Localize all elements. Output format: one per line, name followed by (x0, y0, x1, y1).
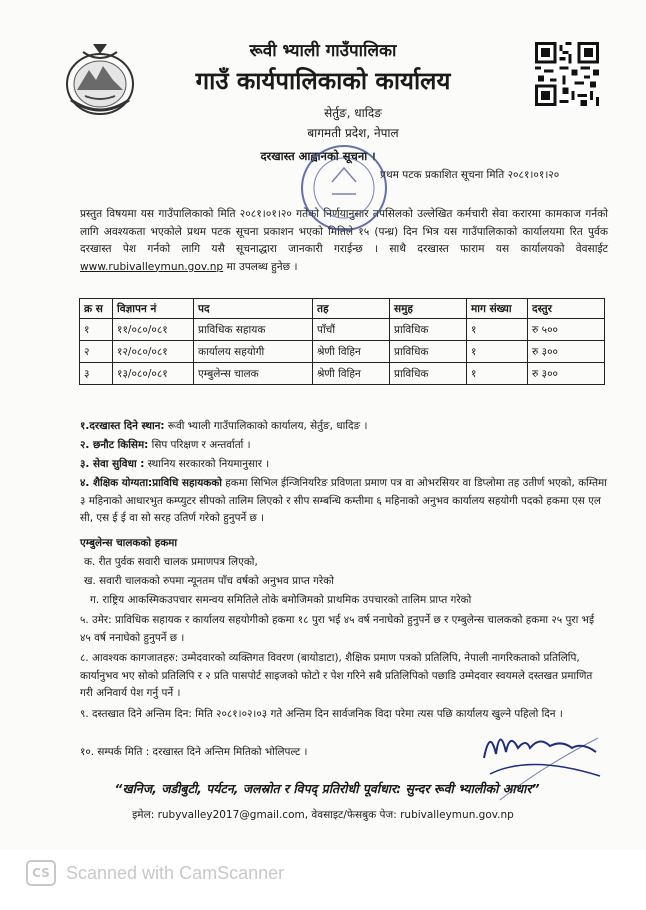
first-publish-date: प्रथम पटक प्रकाशित सूचना मिति २०८१।०१।२० (380, 169, 560, 181)
cell: प्राविधिक सहायक (194, 319, 313, 341)
item-label: ४. शैक्षिक योग्यता:प्राविधि सहायकको (80, 477, 222, 489)
address-line-1: सेर्तुङ, धादिङ (324, 106, 382, 120)
cell: पाँचौं (313, 319, 390, 341)
item-selection (80, 437, 608, 455)
address-line-2: बागमती प्रदेश, नेपाल (307, 126, 399, 140)
cell: श्रेणी विहिन (313, 363, 390, 385)
item-text: स्थानिय सरकारको नियमानुसार । (144, 458, 270, 470)
ambulance-driver-heading: एम्बुलेन्स चालकको हकमा (80, 537, 178, 549)
col-level: तह (313, 299, 390, 319)
col-fee: दस्तुर (528, 299, 605, 319)
cell: रु ३०० (528, 363, 605, 385)
table-row (80, 319, 605, 341)
cell: २ (80, 341, 113, 363)
item-facility (80, 456, 608, 474)
cell: १ (467, 341, 528, 363)
cell: प्राविधिक (390, 319, 467, 341)
municipality-name: रूवी भ्याली गाउँपालिका (249, 41, 397, 61)
cell: ३ (80, 363, 113, 385)
item-contact-date: १०. सम्पर्क मिति : दरखास्त दिने अन्तिम मितिको भोलिपल्ट । (80, 746, 308, 758)
scanner-watermark (26, 860, 284, 886)
cell: ११/०८०/०८१ (113, 319, 194, 341)
item-label: ३. सेवा सुविधा : (80, 458, 145, 470)
footer-slogan: “खनिज, जडीबुटी, पर्यटन, जलस्रोत र विपद् प्रतिरोधी पूर्वाधार: सुन्दर रूवी भ्यालीको आधार” (114, 781, 540, 796)
intro-text: प्रस्तुत विषयमा यस गाउँपालिकाको मिति २०८१।०१।२० गतेको निर्णयानुसार तपसिलको उल्लेखित कर्मचारी सेवा करारमा कामकाज गर्नको लागि अवश्यकता भएकोले प्रथम पटक सूचना प्रकाशन भएको मितिले १५ (पन्ध्र) दिन भित्र यस गाउँपालिकाको कार्यालयमा रित पुर्वक दरखास्त पेश गर्नको लागि यसै सूचनाद्धारा जानकारी गराईन्छ । साथै दरखास्त फाराम यस कार्यालयको वेवसाईट (80, 208, 608, 255)
item-text: रूवी भ्याली गाउँपालिकाको कार्यालय, सेर्तुङ, धादिङ । (164, 420, 368, 432)
cell: १२/०८०/०८१ (113, 341, 194, 363)
col-sn: क्र स (80, 299, 113, 319)
cell: १ (467, 363, 528, 385)
cell: १ (80, 319, 113, 341)
cell: श्रेणी विहिन (313, 341, 390, 363)
cell: कार्यालय सहयोगी (194, 341, 313, 363)
camscanner-text: Scanned with CamScanner (66, 862, 285, 883)
col-demand: माग संख्या (467, 299, 528, 319)
office-stamp-icon (298, 142, 390, 234)
table-row (80, 341, 605, 363)
item-label: २. छनौट किसिम: (80, 439, 149, 451)
item-age: ५. उमेर: प्राविधिक सहायक र कार्यालय सहयोगीको हकमा १८ पुरा भई ४५ वर्ष ननाघेको हुनुपर्ने छ र एम्बुलेन्स चालकको हकमा २५ पुरा भई ४५ वर्ष ननाघेको हुनुपर्ने छ । (80, 614, 595, 644)
item-documents: ८. आवश्यक कागजातहरु: उम्मेदवारको व्यक्तिगत विवरण (बायोडाटा), शैक्षिक प्रमाण पत्रको प्रतिलिपि, नेपाली नागरिकताको प्रतिलिपि, कार्यानुभव भए सोको प्रतिलिपि र २ प्रति पासपोर्ट साइजको फोटो र पेश गरिने सबै प्रतिलिपिको पछाडि उम्मेदवार स्वयमले दस्तखत प्रमाणित गरी अनिवार्य पेश गर्नु पर्ने । (80, 652, 593, 699)
col-post: पद (194, 299, 313, 319)
col-group: समुह (390, 299, 467, 319)
cell: रु ३०० (528, 341, 605, 363)
cell: १ (467, 319, 528, 341)
cell: एम्बुलेन्स चालक (194, 363, 313, 385)
cell: प्राविधिक (390, 341, 467, 363)
vacancy-table (79, 298, 605, 385)
notice-title: दरखास्त आह्वानको सूचना । (260, 149, 376, 163)
item-text: सिप परिक्षण र अन्तर्वार्ता । (148, 439, 251, 451)
ambulance-req-c: ग. राष्ट्रिय आकस्मिकउपचार समन्वय समितिले तोके बमोजिमको प्राथमिक उपचारको तालिम प्राप्त गरेको (90, 594, 472, 606)
col-ad-no: विज्ञापन नं (113, 299, 194, 319)
cell: १३/०८०/०८१ (113, 363, 194, 385)
footer-contact: इमेल: rubyvalley2017@gmail.com, वेवसाइट/फेसबुक पेज: rubivalleymun.gov.np (132, 809, 514, 821)
website-link[interactable]: www.rubivalleymun.gov.np (80, 260, 224, 273)
cell: प्राविधिक (390, 363, 467, 385)
cell: रु ५०० (528, 319, 605, 341)
ambulance-req-a: क. रीत पुर्वक सवारी चालक प्रमाणपत्र लिएको, (84, 556, 258, 568)
table-row (80, 363, 605, 385)
table-header-row (80, 299, 605, 319)
item-label: १.दरखास्त दिने स्थान: (80, 420, 165, 432)
item-qualification (80, 475, 608, 528)
office-title: गाउँ कार्यपालिकाको कार्यालय (195, 67, 451, 95)
ambulance-req-b: ख. सवारी चालकको रुपमा न्यूनतम पाँच वर्षको अनुभव प्राप्त गरेको (84, 575, 334, 587)
item-deadline: ९. दस्तखात दिने अन्तिम दिन: मिति २०८१।०२।०३ गते अन्तिम दिन सार्वजनिक विदा परेमा त्यस पछि कार्यालय खुल्ने पहिलो दिन । (80, 708, 563, 720)
camscanner-logo-icon: CS (26, 860, 56, 886)
intro-suffix: मा उपलब्ध हुनेछ । (223, 260, 298, 273)
item-text: हकमा सिभिल ईन्जिनियरिङ प्रविणता प्रमाण पत्र वा ओभरसियर वा डिप्लोमा तह उतीर्ण भएको, कम्तिमा ३ महिनाको आधारभुत कम्प्युटर सीपको तालिम लिएको र सीप सम्बन्धि कम्तीमा ६ महिनाको अनुभव कार्यालय सहयोगी पदको हकमा एस एल सी, एस ई ई वा सो सरह उतिर्ण गरेको हुनुपर्ने छ । (80, 477, 607, 524)
item-place (80, 418, 608, 436)
